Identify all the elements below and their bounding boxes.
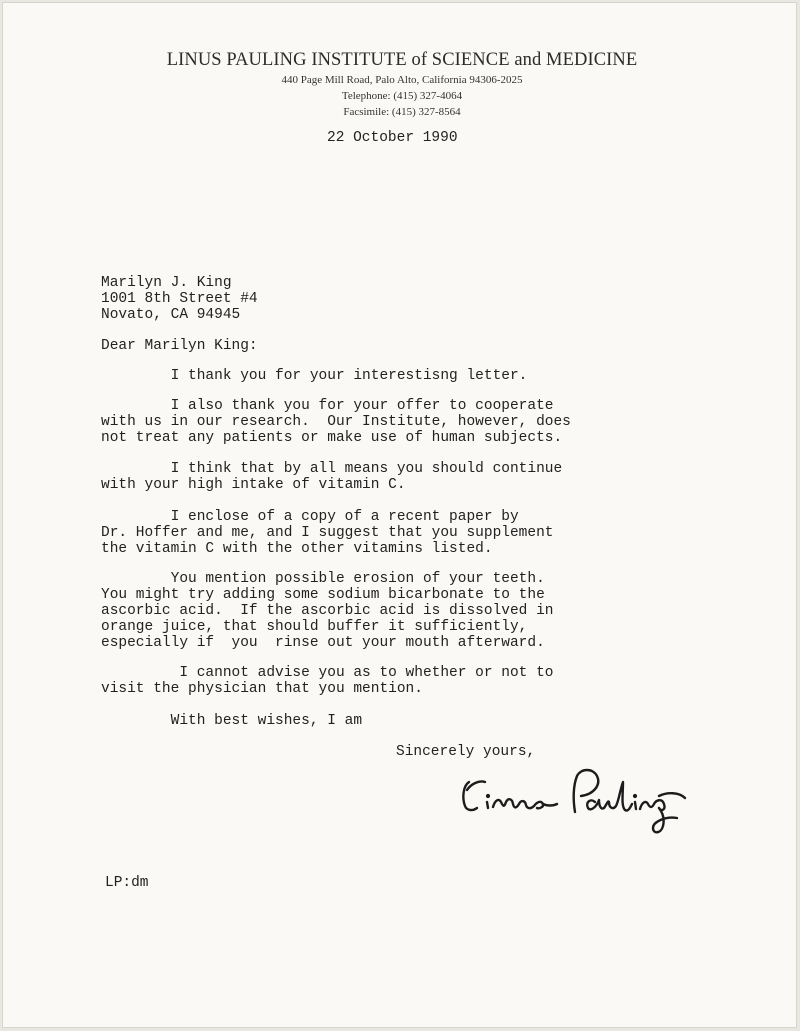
body-line: with your high intake of vitamin C.: [101, 477, 406, 493]
letterhead-institute: LINUS PAULING INSTITUTE of SCIENCE and MEDICINE: [166, 50, 638, 70]
recipient-name: Marilyn J. King: [101, 275, 232, 291]
body-line: not treat any patients or make use of human subjects.: [101, 430, 563, 446]
closing: Sincerely yours,: [396, 744, 536, 760]
body-line: I also thank you for your offer to cooperate: [101, 398, 554, 414]
recipient-street: 1001 8th Street #4: [101, 291, 258, 307]
body-line: visit the physician that you mention.: [101, 681, 423, 697]
body-line: orange juice, that should buffer it sufficiently,: [101, 619, 528, 635]
body-line: especially if you rinse out your mouth afterward.: [101, 635, 545, 651]
body-line: with us in our research. Our Institute, however, does: [101, 414, 571, 430]
letter-date: 22 October 1990: [327, 130, 458, 146]
body-line: Dr. Hoffer and me, and I suggest that you supplement: [101, 525, 554, 541]
salutation: Dear Marilyn King:: [101, 338, 258, 354]
body-line: I thank you for your interestisng letter.: [101, 368, 528, 384]
body-line: I cannot advise you as to whether or not to: [101, 665, 554, 681]
signature-image: [457, 762, 702, 842]
body-line: With best wishes, I am: [101, 713, 363, 729]
letter-page: [2, 2, 797, 1028]
letterhead-facsimile: Facsimile: (415) 327-8564: [343, 106, 461, 118]
body-line: I think that by all means you should continue: [101, 461, 563, 477]
body-line: You might try adding some sodium bicarbonate to the: [101, 587, 545, 603]
body-line: I enclose of a copy of a recent paper by: [101, 509, 519, 525]
recipient-city: Novato, CA 94945: [101, 307, 241, 323]
letterhead-telephone: Telephone: (415) 327-4064: [341, 90, 463, 102]
letterhead-address: 440 Page Mill Road, Palo Alto, California 94306-2025: [281, 74, 523, 86]
body-line: the vitamin C with the other vitamins listed.: [101, 541, 493, 557]
typist-initials: LP:dm: [105, 875, 149, 891]
body-line: You mention possible erosion of your teeth.: [101, 571, 545, 587]
body-line: ascorbic acid. If the ascorbic acid is dissolved in: [101, 603, 554, 619]
